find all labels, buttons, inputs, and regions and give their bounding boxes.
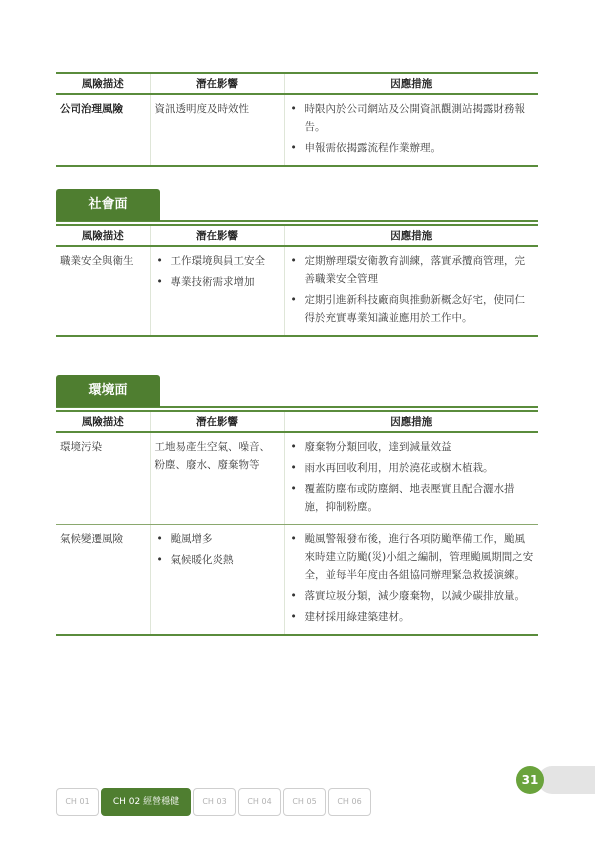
list-item: • 廢棄物分類回收，達到減量效益	[289, 438, 535, 456]
col-risk-header: 風險描述	[56, 73, 150, 94]
response-cell	[284, 525, 538, 636]
list-item: • 定期引進新科技廠商與推動新概念好宅，使同仁得於充實專業知識並應用於工作中。	[289, 291, 535, 327]
page-number: 31	[516, 766, 544, 794]
col-response-header: 因應措施	[284, 225, 538, 246]
col-risk-header: 風險描述	[56, 225, 150, 246]
governance-table	[56, 72, 538, 167]
list-item: • 定期辦理環安衛教育訓練，落實承攬商管理，完善職業安全管理	[289, 252, 535, 288]
section-title: 環境面	[56, 375, 160, 407]
impact-cell: 工地易產生空氣、噪音、粉塵、廢水、廢棄物等	[150, 432, 284, 525]
chapter-tabs	[56, 788, 373, 816]
table-row	[56, 432, 538, 525]
col-impact-header: 潛在影響	[150, 73, 284, 94]
list-item: • 颱風警報發布後，進行各項防颱準備工作，颱風來時建立防颱(災)小組之編制，管理颱風期間之安全，並每半年度由各組協同辦理緊急救援演練。	[289, 530, 535, 584]
list-item: • 落實垃圾分類，減少廢棄物，以減少碳排放量。	[289, 587, 535, 605]
list-item: • 工作環境與員工安全	[155, 252, 280, 270]
list-item: • 覆蓋防塵布或防塵網、地表壓實且配合灑水措施，抑制粉塵。	[289, 480, 535, 516]
list-item: • 雨水再回收利用，用於澆花或樹木植栽。	[289, 459, 535, 477]
impact-cell	[150, 525, 284, 636]
tab-ch01[interactable]: CH 01	[56, 788, 99, 816]
risk-cell: 環境污染	[56, 432, 150, 525]
tab-ch04[interactable]: CH 04	[238, 788, 281, 816]
response-cell	[284, 432, 538, 525]
impact-cell: 資訊透明度及時效性	[150, 94, 284, 166]
risk-cell: 公司治理風險	[56, 94, 150, 166]
response-cell	[284, 94, 538, 166]
col-risk-header: 風險描述	[56, 411, 150, 432]
col-response-header: 因應措施	[284, 73, 538, 94]
environment-table	[56, 410, 538, 636]
table-row	[56, 246, 538, 336]
risk-cell: 氣候變遷風險	[56, 525, 150, 636]
section-title: 社會面	[56, 189, 160, 221]
tab-ch02[interactable]: CH 02 經營穩健	[101, 788, 191, 816]
tab-ch05[interactable]: CH 05	[283, 788, 326, 816]
list-item: • 颱風增多	[155, 530, 280, 548]
section-header-environment	[56, 372, 538, 408]
col-impact-header: 潛在影響	[150, 225, 284, 246]
col-impact-header: 潛在影響	[150, 411, 284, 432]
list-item: • 申報需依揭露流程作業辦理。	[289, 139, 535, 157]
section-header-social	[56, 186, 538, 222]
list-item: • 氣候暖化炎熱	[155, 551, 280, 569]
response-cell	[284, 246, 538, 336]
tab-ch06[interactable]: CH 06	[328, 788, 371, 816]
table-row	[56, 94, 538, 166]
list-item: • 專業技術需求增加	[155, 273, 280, 291]
list-item: • 時限內於公司網站及公開資訊觀測站揭露財務報告。	[289, 100, 535, 136]
page-number-tab	[538, 766, 595, 794]
table-row	[56, 525, 538, 636]
impact-cell	[150, 246, 284, 336]
tab-ch03[interactable]: CH 03	[193, 788, 236, 816]
social-table	[56, 224, 538, 337]
list-item: • 建材採用綠建築建材。	[289, 608, 535, 626]
risk-cell: 職業安全與衛生	[56, 246, 150, 336]
col-response-header: 因應措施	[284, 411, 538, 432]
